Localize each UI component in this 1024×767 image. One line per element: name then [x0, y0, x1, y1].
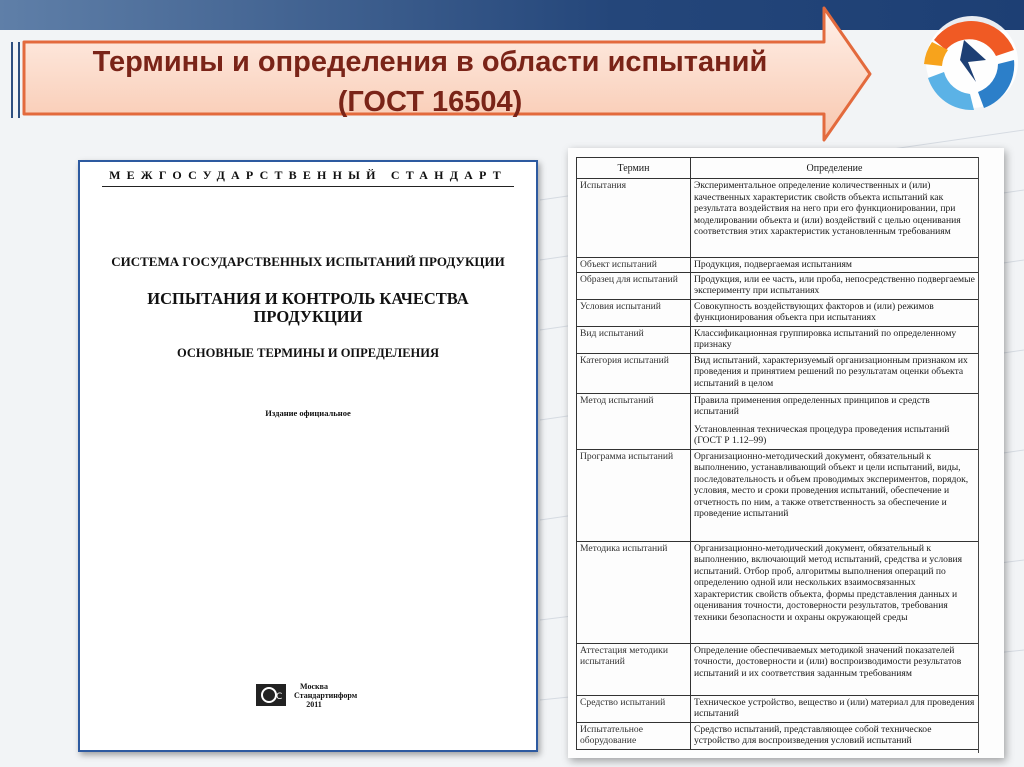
slide-title [30, 42, 830, 122]
corner-logo-decoration [864, 0, 1024, 160]
definition-cell: Экспериментальное определение количественных и (или) качественных характеристик свойств объекта испытаний как результата воздействия на него при его функционировании, при моделировании объекта и (или) воздействий с целью оценивания соответствия этих характеристик установленным требованиям [691, 179, 979, 258]
standard-cover-page [78, 160, 538, 752]
definition-cell: Средство испытаний, представляющее собой техническое устройство для воспроизведения условий испытаний [691, 722, 979, 749]
table-header-row [577, 158, 979, 179]
definition-text: Правила применения определенных принципов и средств испытаний [694, 394, 930, 417]
header-term: Термин [577, 158, 691, 179]
table-row [577, 541, 979, 643]
cover-publisher-name: Стандартинформ [294, 691, 358, 700]
table-row [577, 299, 979, 326]
table-row [577, 695, 979, 722]
term-cell: Условия испытаний [577, 299, 691, 326]
svg-text:C: C [276, 692, 283, 702]
cover-header: МЕЖГОСУДАРСТВЕННЫЙ СТАНДАРТ [109, 168, 507, 182]
term-cell: Программа испытаний [577, 449, 691, 541]
definition-cell: Продукция, подвергаемая испытаниям [691, 258, 979, 273]
cover-rule [102, 186, 514, 187]
table-row [577, 272, 979, 299]
term-cell: Средство испытаний [577, 695, 691, 722]
term-cell: Методика испытаний [577, 541, 691, 643]
definition-cell: Техническое устройство, вещество и (или) материал для проведения испытаний [691, 695, 979, 722]
terms-table [576, 157, 979, 750]
table-row [577, 393, 979, 449]
definition-cell: Организационно-методический документ, обязательный к выполнению, устанавливающий объект и цели испытаний, виды, последовательность и объем проводимых экспериментов, порядок, условия, место и сроки проведения испытаний, обеспечение и отчетность по ним, а также ответственность за обеспечение и проведение испытаний [691, 449, 979, 541]
term-cell: Образец для испытаний [577, 272, 691, 299]
definition-text-alt: Установленная техническая процедура проведения испытаний (ГОСТ Р 1.12–99) [694, 423, 950, 446]
definition-cell: Совокупность воздействующих факторов и (или) режимов функционирования объекта при испытаниях [691, 299, 979, 326]
term-cell: Аттестация методики испытаний [577, 643, 691, 695]
definition-cell: Вид испытаний, характеризуемый организационным признаком их проведения и принятием решений по результатам оценки объекта испытаний в целом [691, 353, 979, 393]
cover-title-line2: ПРОДУКЦИИ [253, 307, 363, 326]
cover-subtitle: ОСНОВНЫЕ ТЕРМИНЫ И ОПРЕДЕЛЕНИЯ [176, 346, 440, 360]
table-row [577, 353, 979, 393]
definition-cell: Продукция, или ее часть, или проба, непосредственно подвергаемые эксперименту при испытаниях [691, 272, 979, 299]
cover-system-title: СИСТЕМА ГОСУДАРСТВЕННЫХ ИСПЫТАНИЙ ПРОДУКЦИИ [111, 254, 505, 269]
cover-edition: Издание официальное [265, 408, 351, 418]
table-row [577, 179, 979, 258]
definition-cell: Определение обеспечиваемых методикой значений показателей точности, достоверности и (или) воспроизводимости результатов испытаний и их соответствия заданным требованиям [691, 643, 979, 695]
table-row [577, 258, 979, 273]
cover-publisher-year: 2011 [306, 700, 322, 709]
cover-publisher [294, 682, 358, 709]
header-definition: Определение [691, 158, 979, 179]
table-right-border [978, 157, 979, 753]
term-cell: Испытательное оборудование [577, 722, 691, 749]
terms-table-card [568, 148, 1004, 758]
definition-cell [691, 393, 979, 449]
slide-title-line1: Термины и определения в области испытаний [92, 46, 768, 78]
table-row [577, 643, 979, 695]
term-cell: Испытания [577, 179, 691, 258]
cover-title-line1: ИСПЫТАНИЯ И КОНТРОЛЬ КАЧЕСТВА [147, 289, 469, 308]
term-cell: Метод испытаний [577, 393, 691, 449]
definition-cell: Организационно-методический документ, обязательный к выполнению, включающий метод испытаний, средства и условия испытаний. Отбор проб, алгоритмы выполнения операций по определению одной или нескольких взаимосвязанных характеристик свойств объекта, формы представления данных и оценивания точности, достоверности результатов, требования техники безопасности и охраны окружающей среды [691, 541, 979, 643]
term-cell: Вид испытаний [577, 326, 691, 353]
definition-cell: Классификационная группировка испытаний по определенному признаку [691, 326, 979, 353]
cover-main-title [80, 290, 536, 326]
slide-title-line2: (ГОСТ 16504) [337, 86, 523, 118]
term-cell: Объект испытаний [577, 258, 691, 273]
term-cell: Категория испытаний [577, 353, 691, 393]
table-row [577, 449, 979, 541]
publisher-logo-icon [256, 684, 286, 706]
cover-publisher-city: Москва [300, 682, 328, 691]
table-row [577, 722, 979, 749]
table-row [577, 326, 979, 353]
